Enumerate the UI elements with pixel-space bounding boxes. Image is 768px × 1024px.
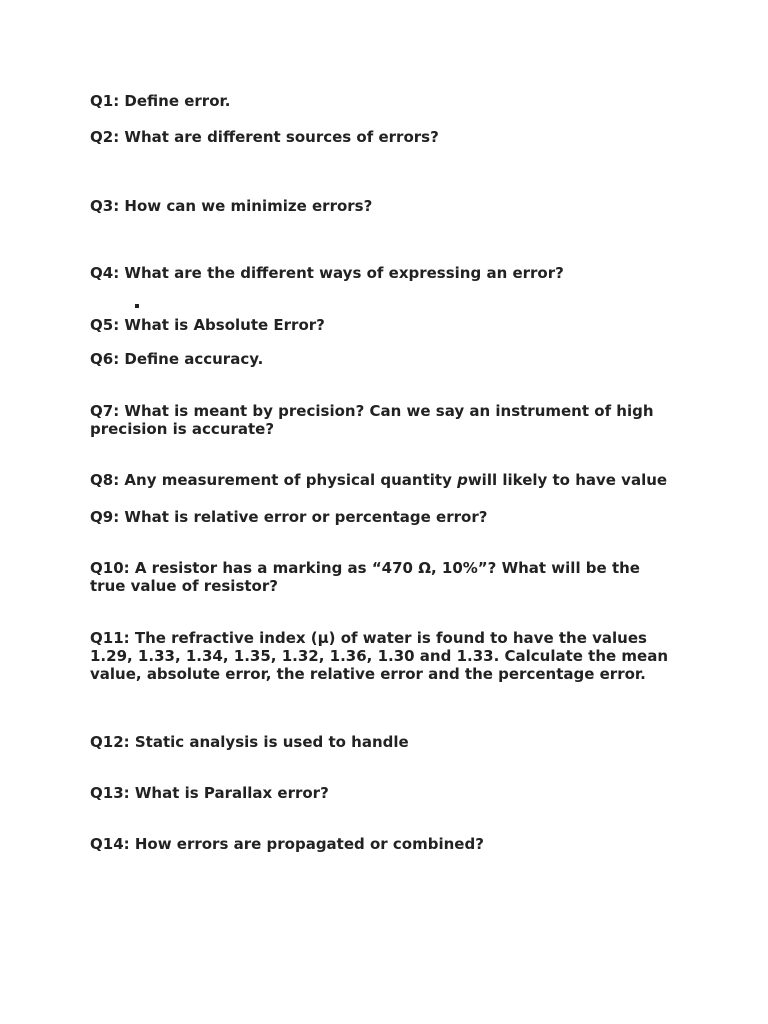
question-3: Q3: How can we minimize errors? [90,197,373,215]
question-9: Q9: What is relative error or percentage error? [90,508,488,526]
question-6: Q6: Define accuracy. [90,350,264,368]
question-13: Q13: What is Parallax error? [90,784,329,802]
question-10: Q10: A resistor has a marking as “470 Ω, 10%”? What will be the true value of resistor? [90,559,640,595]
question-8 [90,471,710,489]
question-14: Q14: How errors are propagated or combined? [90,835,484,853]
question-1: Q1: Define error. [90,92,231,110]
question-5: Q5: What is Absolute Error? [90,316,325,334]
bullet-marker [135,304,139,308]
question-4: Q4: What are the different ways of expressing an error? [90,264,564,282]
question-8-prefix: Q8: Any measurement of physical quantity [90,471,458,489]
question-12: Q12: Static analysis is used to handle [90,733,409,751]
question-8-suffix: will likely to have value [467,471,668,489]
question-2: Q2: What are different sources of errors? [90,128,439,146]
question-8-variable: p [457,471,468,489]
question-7: Q7: What is meant by precision? Can we say an instrument of high precision is accurate? [90,402,654,438]
question-11: Q11: The refractive index (μ) of water is found to have the values 1.29, 1.33, 1.34, 1.35, 1.32, 1.36, 1.30 and 1.33. Calculate the mean value, absolute error, the relative error and the percentage error. [90,629,669,683]
